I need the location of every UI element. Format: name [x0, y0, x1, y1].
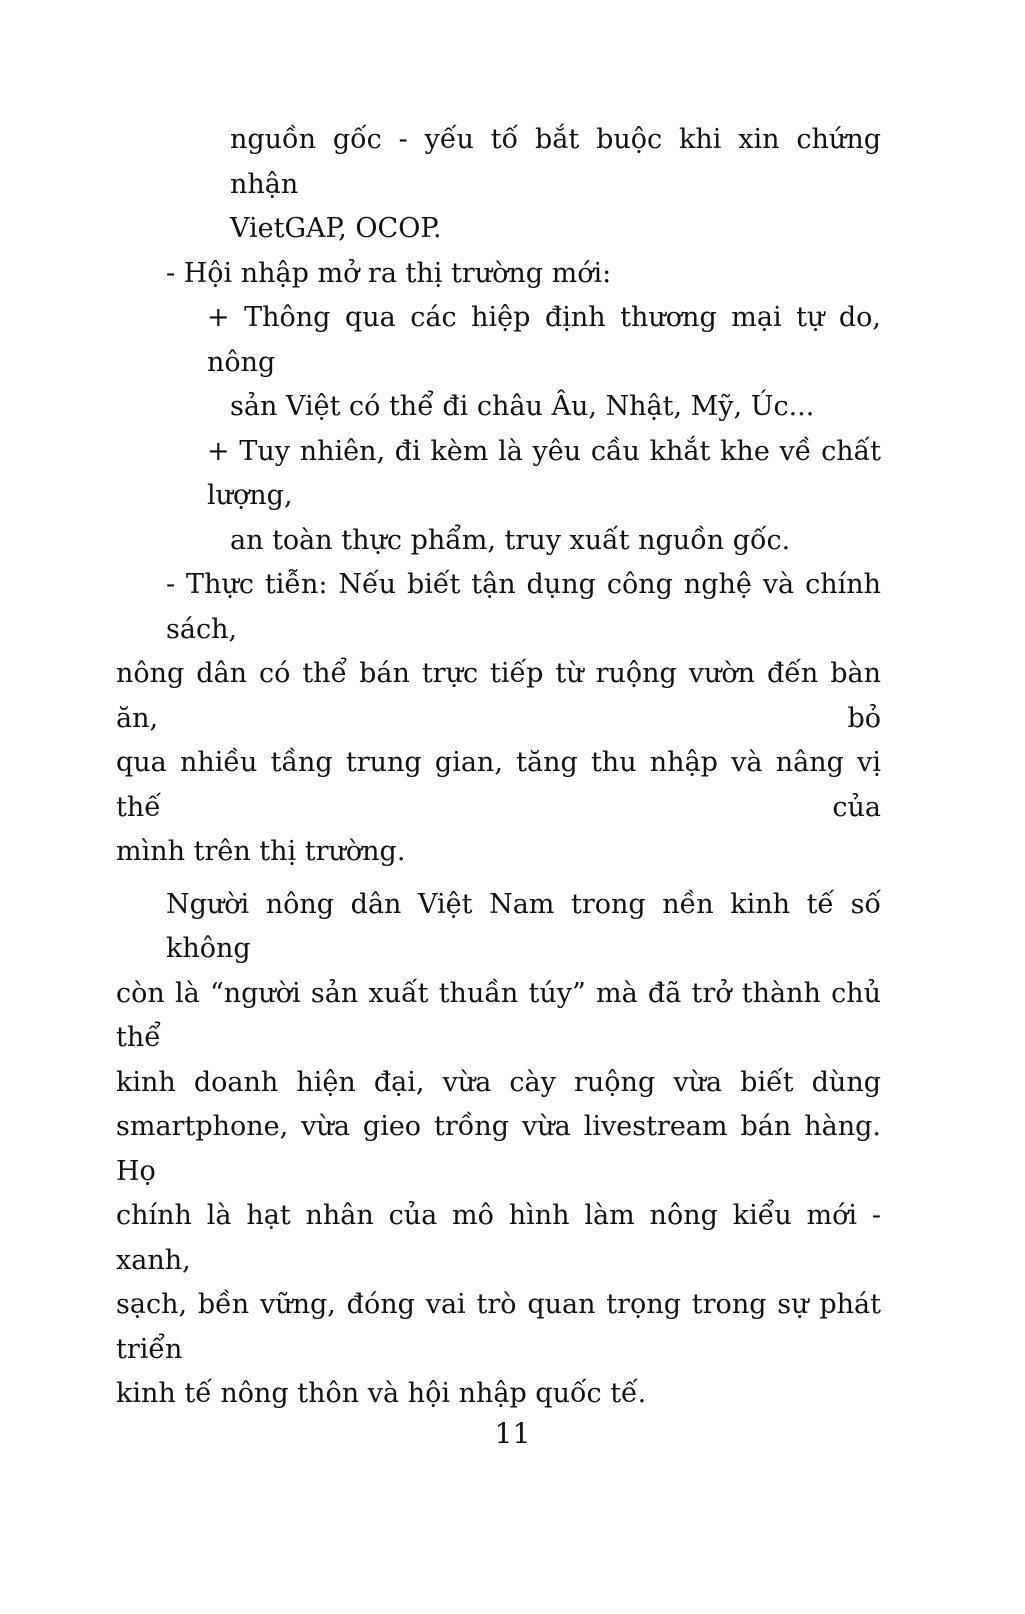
text-line: nông dân có thể bán trực tiếp từ ruộng vườn đến bàn ăn, bỏ — [116, 658, 881, 734]
continuation-paragraph — [116, 118, 881, 252]
text-line: an toàn thực phẩm, truy xuất nguồn gốc. — [230, 524, 791, 556]
text-line: nguồn gốc - yếu tố bắt buộc khi xin chứng nhận — [230, 124, 881, 200]
bullet-item — [116, 296, 881, 430]
text-line: sạch, bền vững, đóng vai trò quan trọng trong sự phát triển — [116, 1289, 881, 1365]
text-line: mình trên thị trường. — [116, 836, 406, 867]
practice-paragraph — [116, 563, 881, 875]
text-line: còn là “người sản xuất thuần túy” mà đã trở thành chủ thể — [116, 977, 881, 1053]
text-line: + Tuy nhiên, đi kèm là yêu cầu khắt khe về chất lượng, — [207, 435, 881, 511]
text-line: sản Việt có thể đi châu Âu, Nhật, Mỹ, Úc... — [230, 391, 815, 422]
text-line: kinh tế nông thôn và hội nhập quốc tế. — [116, 1378, 647, 1409]
bullet-item — [116, 430, 881, 564]
conclusion-paragraph — [116, 883, 881, 1417]
text-line: smartphone, vừa gieo trồng vừa livestream bán hàng. Họ — [116, 1111, 881, 1187]
body-text — [116, 118, 881, 1417]
text-line: qua nhiều tầng trung gian, tăng thu nhập và nâng vị thế của — [116, 747, 881, 823]
section-heading: - Hội nhập mở ra thị trường mới: — [166, 257, 612, 289]
text-line: kinh doanh hiện đại, vừa cày ruộng vừa biết dùng — [116, 1066, 881, 1098]
page-number: 11 — [494, 1417, 531, 1450]
integration-section — [116, 252, 881, 564]
text-line: + Thông qua các hiệp định thương mại tự do, nông — [207, 302, 881, 378]
text-line: - Thực tiễn: Nếu biết tận dụng công nghệ và chính sách, — [166, 569, 881, 645]
text-line: Người nông dân Việt Nam trong nền kinh tế số không — [166, 888, 881, 964]
text-line: chính là hạt nhân của mô hình làm nông kiểu mới - xanh, — [116, 1200, 881, 1276]
text-line: VietGAP, OCOP. — [230, 213, 442, 244]
